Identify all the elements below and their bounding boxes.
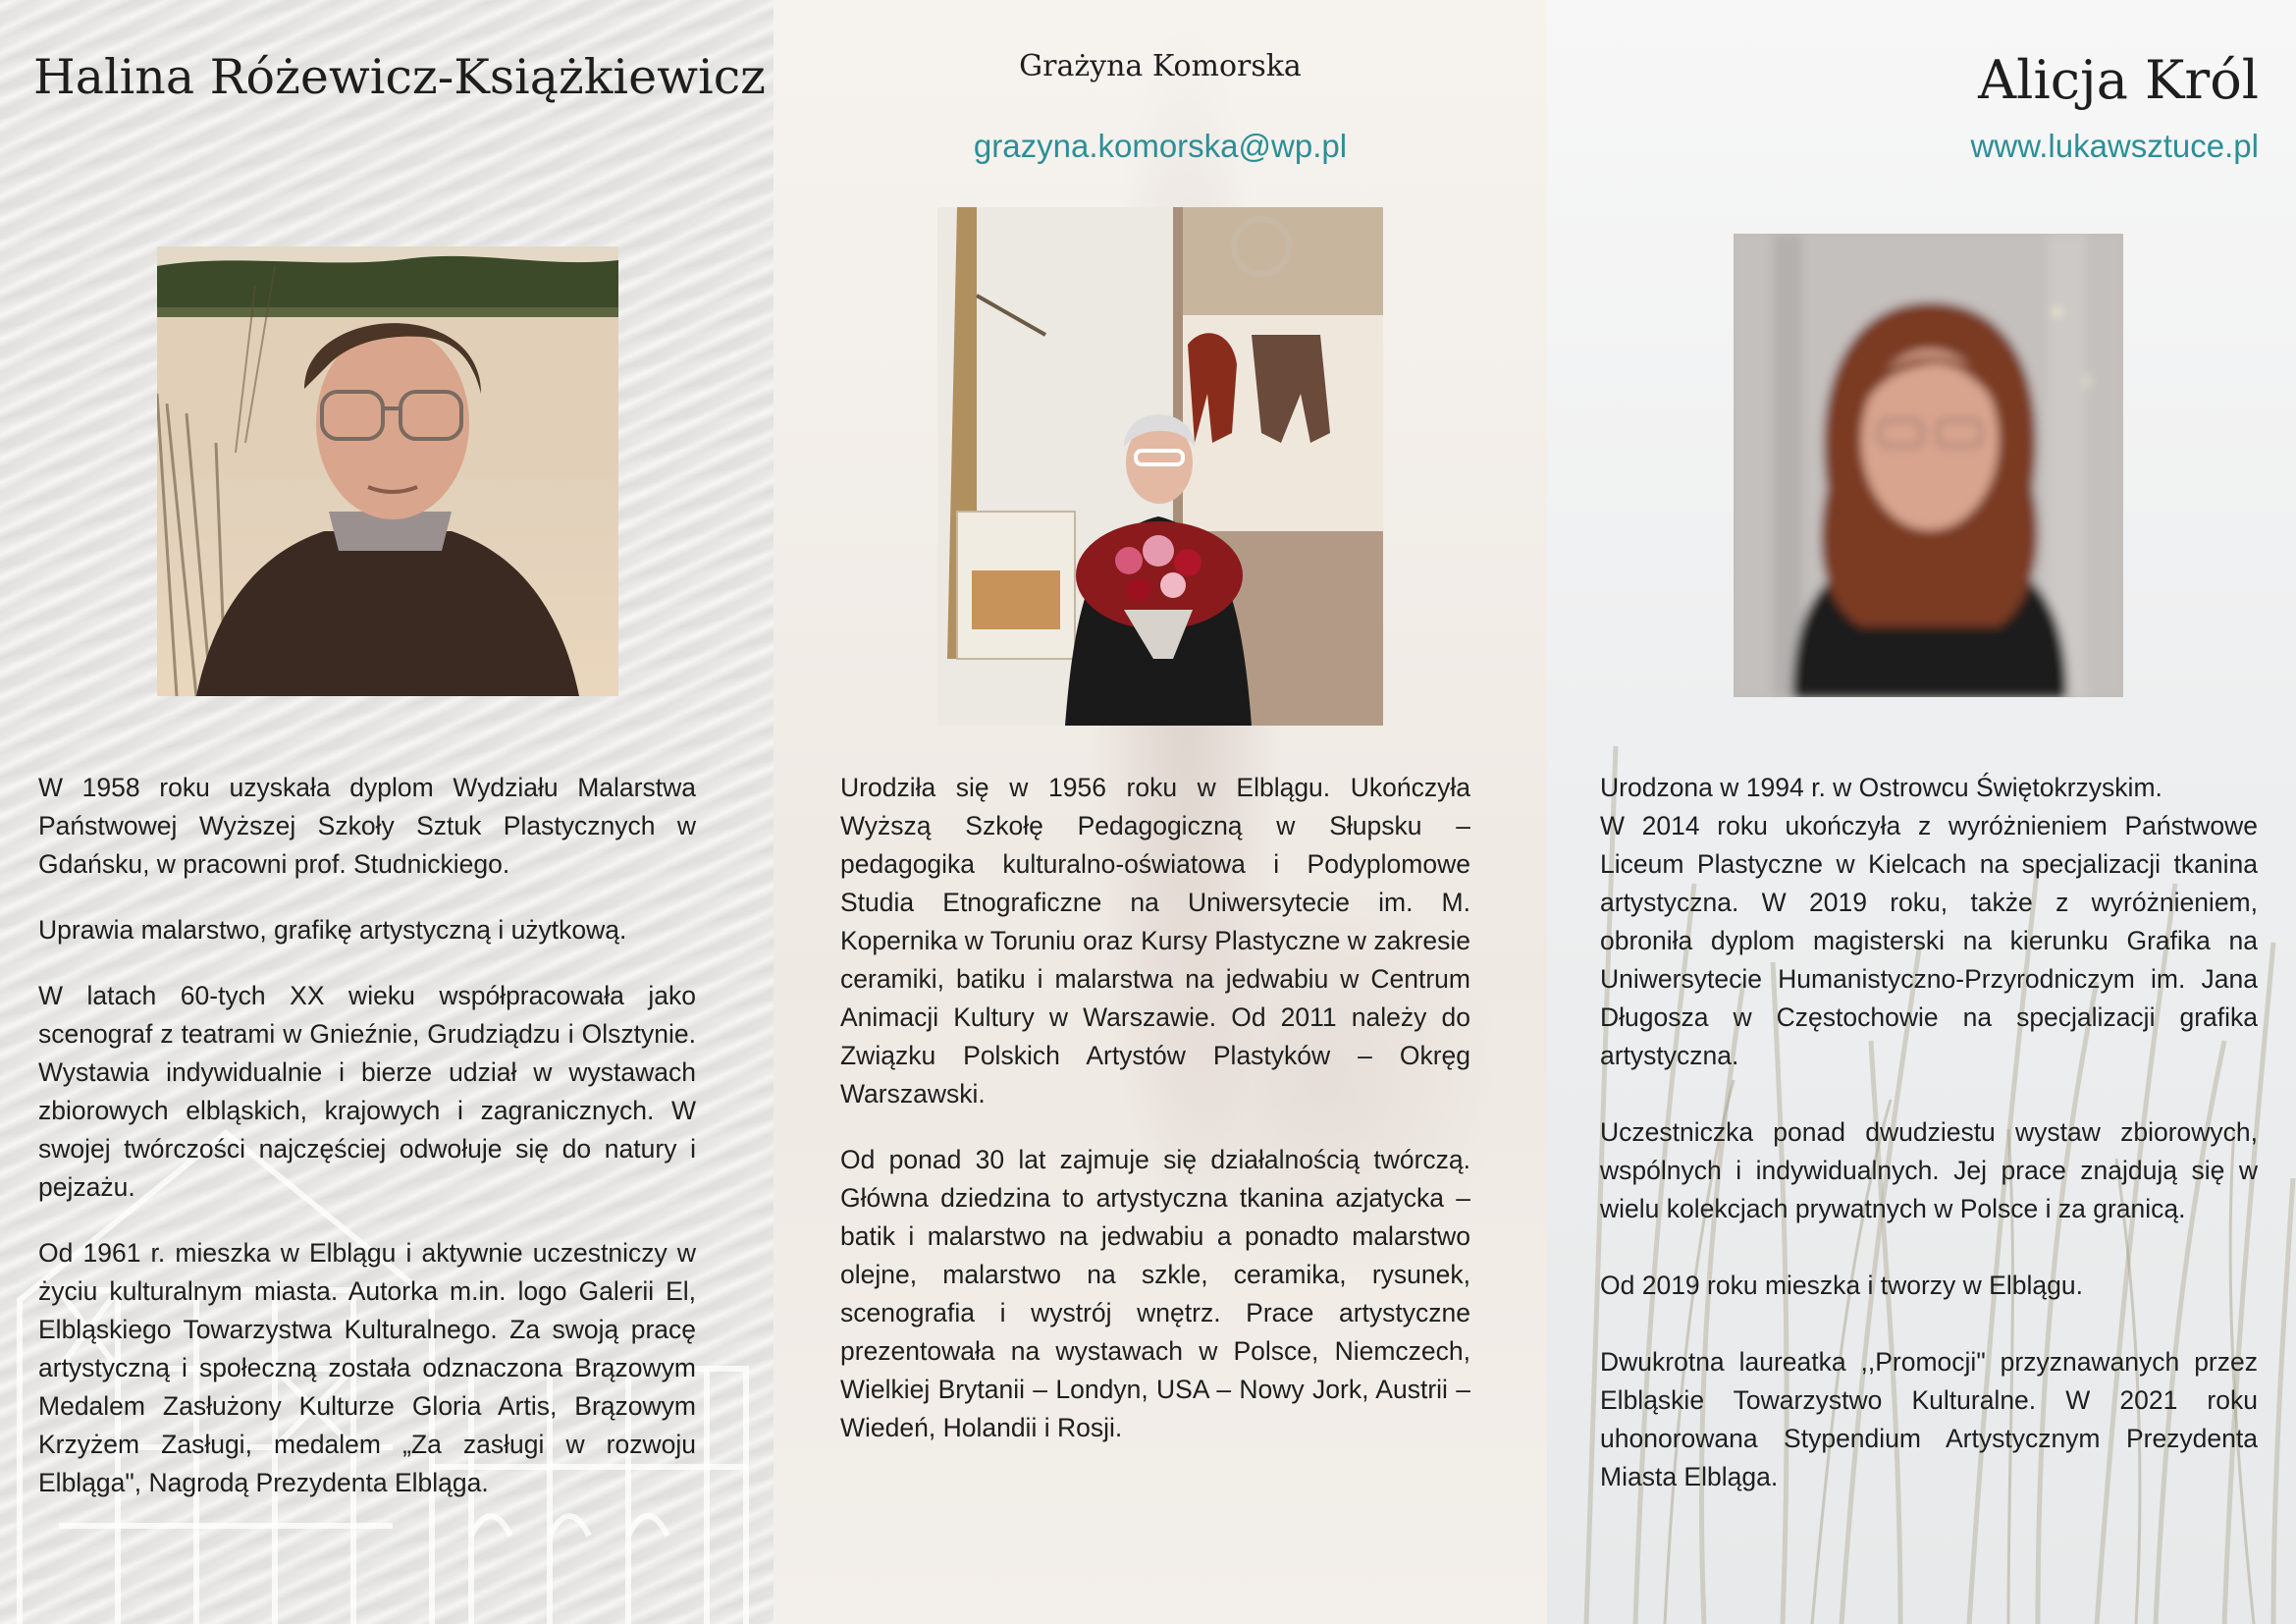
- biography-grazyna: [840, 769, 1470, 1475]
- bio-paragraph: Od 2019 roku mieszka i tworzy w Elblągu.: [1600, 1271, 2083, 1300]
- biography-alicja: [1600, 769, 2258, 1496]
- bio-paragraph: Urodziła się w 1956 roku w Elblągu. Ukończyła Wyższą Szkołę Pedagogiczną w Słupsku – pedagogika kulturalno-oświatowa i Podyplomowe Studia Etnograficzne na Uniwersytecie im. M. Kopernika w Toruniu oraz Kursy Plastyczne w zakresie ceramiki, batiku i malarstwa na jedwabiu w Centrum Animacji Kultury w Warszawie. Od 2011 należy do Związku Polskich Artystów Plastyków – Okręg Warszawski.: [840, 773, 1470, 1109]
- bio-paragraph: Urodzona w 1994 r. w Ostrowcu Świętokrzyskim.: [1600, 773, 2163, 802]
- portrait-photo-grazyna: [937, 207, 1383, 726]
- email-link[interactable]: grazyna.komorska@wp.pl: [973, 128, 1348, 164]
- artist-name-halina: Halina Różewicz-Książkiewicz: [33, 49, 766, 105]
- website-link[interactable]: www.lukawsztuce.pl: [1970, 128, 2259, 164]
- artist-name-grazyna: Grażyna Komorska: [1019, 49, 1302, 83]
- bio-paragraph: Od ponad 30 lat zajmuje się działalnością twórczą. Główna dziedzina to artystyczna tkanina azjatycka – batik i malarstwo na jedwabiu a ponadto malarstwo olejne, malarstwo na szkle, ceramika, rysunek, scenografia i wystrój wnętrz. Prace artystyczne prezentowała na wystawach w Polsce, Niemczech, Wielkiej Brytanii – Londyn, USA – Nowy Jork, Austrii – Wiedeń, Holandii i Rosji.: [840, 1145, 1470, 1442]
- column-alicja: [1547, 0, 2296, 1624]
- bio-paragraph: W latach 60-tych XX wieku współpracowała jako scenograf z teatrami w Gnieźnie, Grudziądzu i Olsztynie. Wystawia indywidualnie i bierze udział w wystawach zbiorowych elbląskich, krajowych i zagranicznych. W swojej twórczości najczęściej odwołuje się do natury i pejzażu.: [38, 981, 696, 1202]
- bio-paragraph: Uczestniczka ponad dwudziestu wystaw zbiorowych, wspólnych i indywidualnych. Jej prace znajdują się w wielu kolekcjach prywatnych w Polsce i za granicą.: [1600, 1117, 2258, 1223]
- portrait-photo-halina: [157, 246, 618, 696]
- bio-paragraph: Od 1961 r. mieszka w Elblągu i aktywnie uczestniczy w życiu kulturalnym miasta. Autorka m.in. logo Galerii El, Elbląskiego Towarzystwa Kulturalnego. Za swoją pracę artystyczną i społeczną została odznaczona Brązowym Medalem Zasłużony Kulturze Gloria Artis, Brązowym Krzyżem Zasługi, medalem „Za zasługi w rozwoju Elbląga", Nagrodą Prezydenta Elbląga.: [38, 1238, 696, 1497]
- bio-paragraph: W 2014 roku ukończyła z wyróżnieniem Państwowe Liceum Plastyczne w Kielcach na specjalizacji tkanina artystyczna. W 2019 roku, także z wyróżnieniem, obroniła dyplom magisterski na kierunku Grafika na Uniwersytecie Humanistyczno-Przyrodniczym im. Jana Długosza w Częstochowie na specjalizacji grafika artystyczna.: [1600, 811, 2258, 1070]
- artist-name-alicja: Alicja Król: [1978, 49, 2259, 111]
- bio-paragraph: Dwukrotna laureatka ,,Promocji" przyznawanych przez Elbląskie Towarzystwo Kulturalne. W 2021 roku uhonorowana Stypendium Artystycznym Prezydenta Miasta Elbląga.: [1600, 1347, 2258, 1491]
- bio-paragraph: Uprawia malarstwo, grafikę artystyczną i użytkową.: [38, 915, 627, 945]
- portrait-photo-alicja: [1734, 234, 2123, 697]
- column-halina: [0, 0, 774, 1624]
- column-grazyna: [774, 0, 1547, 1624]
- bio-paragraph: W 1958 roku uzyskała dyplom Wydziału Malarstwa Państwowej Wyższej Szkoły Sztuk Plastycznych w Gdańsku, w pracowni prof. Studnickiego.: [38, 773, 696, 879]
- biography-halina: [38, 769, 696, 1530]
